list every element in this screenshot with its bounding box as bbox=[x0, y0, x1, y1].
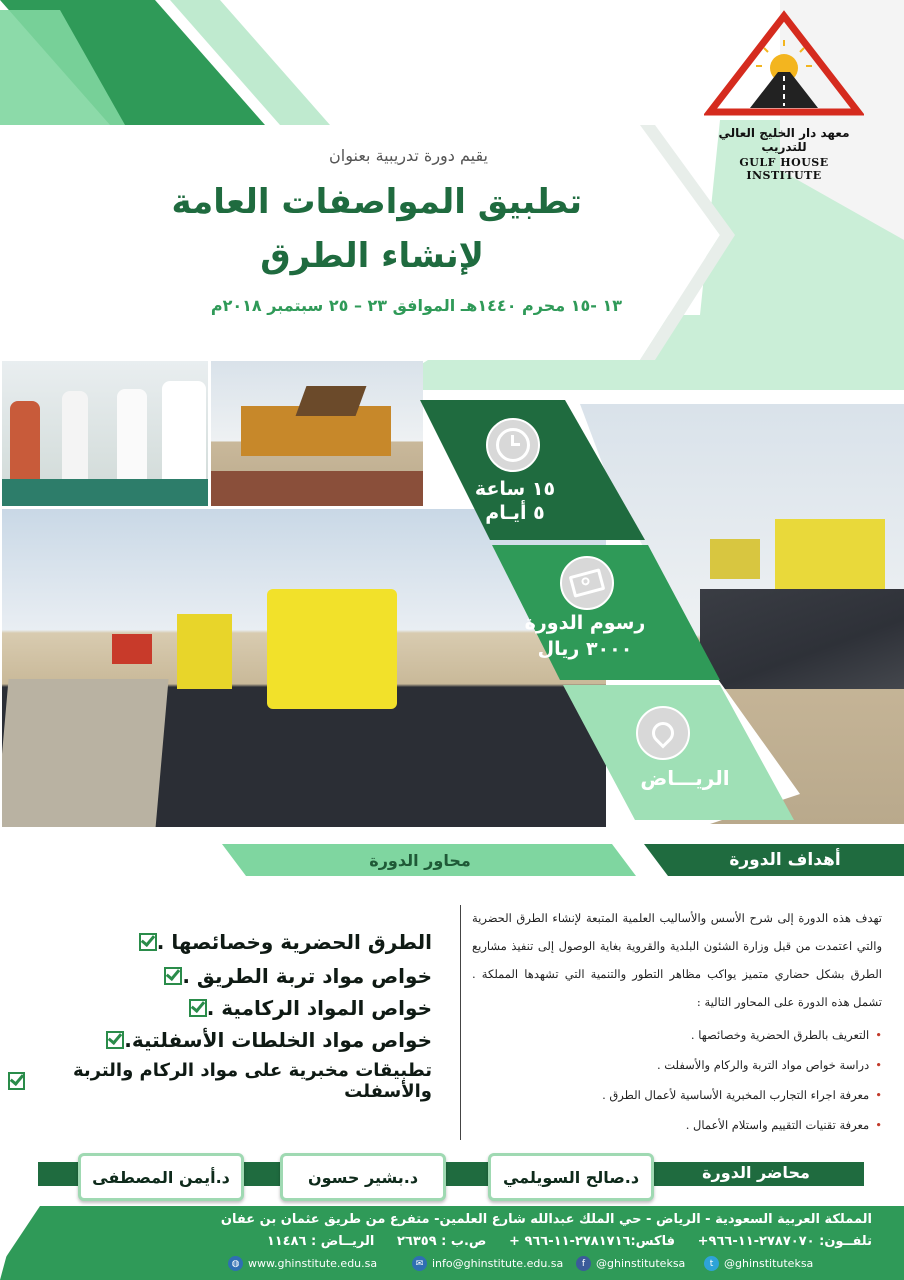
goal-bullet: •معرفة تقنيات التقييم واستلام الأعمال . bbox=[685, 1118, 882, 1132]
topic-item bbox=[156, 964, 432, 988]
checkbox-icon bbox=[189, 999, 207, 1017]
facebook-link[interactable] bbox=[576, 1256, 685, 1271]
checkbox-icon bbox=[164, 967, 182, 985]
facebook-icon: f bbox=[576, 1256, 591, 1271]
goal-bullet-text: معرفة اجراء التجارب المخبرية الأساسية لأعمال الطرق . bbox=[602, 1088, 870, 1102]
twitter-link[interactable] bbox=[704, 1256, 813, 1271]
checkbox-icon bbox=[106, 1031, 124, 1049]
duration-hours: ١٥ ساعة bbox=[474, 478, 556, 500]
topic-item bbox=[131, 930, 432, 954]
goal-bullet-text: معرفة تقنيات التقييم واستلام الأعمال . bbox=[685, 1118, 870, 1132]
course-title-line2: لإنشاء الطرق bbox=[260, 236, 484, 276]
logo-name-ar: معهد دار الخليج العالي للتدريب bbox=[718, 126, 850, 154]
goal-bullet-text: دراسة خواص مواد التربة والركام والأسفلت . bbox=[656, 1058, 870, 1072]
email-text[interactable]: info@ghinstitute.edu.sa bbox=[432, 1257, 564, 1270]
fee-value: ٣٠٠٠ ريال bbox=[537, 638, 633, 660]
goal-bullet: •التعريف بالطرق الحضرية وخصائصها . bbox=[690, 1028, 882, 1042]
topic-item bbox=[0, 1060, 432, 1102]
duration-days: ٥ أيـام bbox=[485, 502, 545, 524]
checkbox-icon bbox=[8, 1072, 25, 1090]
goals-paragraph: تهدف هذه الدورة إلى شرح الأسس والأساليب العلمية المتبعة لإنشاء الطرق الحضرية والتي اعتمدت من قبل وزارة الشئون البلدية والقروية بغاية الوصول إلى تنفيذ مشاريع الطرق بشكل حضاري متميز يواكب مظاهر التطور والتنمية التي تشهدها المملكة . تشمل هذه الدورة على المحاور التالية : bbox=[472, 911, 882, 1009]
checkbox-icon bbox=[139, 933, 157, 951]
facebook-text[interactable]: @ghinstituteksa bbox=[596, 1257, 686, 1270]
speaker-name: د.بشير حسون bbox=[280, 1153, 446, 1201]
twitter-text[interactable]: @ghinstituteksa bbox=[724, 1257, 814, 1270]
goal-bullet: •معرفة اجراء التجارب المخبرية الأساسية لأعمال الطرق . bbox=[602, 1088, 882, 1102]
goal-bullet-text: التعريف بالطرق الحضرية وخصائصها . bbox=[690, 1028, 870, 1042]
goals-heading: أهداف الدورة bbox=[729, 850, 841, 870]
topic-item bbox=[98, 1028, 432, 1052]
location-pin-icon bbox=[636, 706, 690, 760]
footer-address: المملكة العربية السعودية - الرياض - حي الملك عبدالله شارع العلمين- متفرع من طريق عثمان بن عفان bbox=[220, 1212, 872, 1227]
globe-icon: ◍ bbox=[228, 1256, 243, 1271]
email-link[interactable] bbox=[412, 1256, 563, 1271]
topic-text: الطرق الحضرية وخصائصها . bbox=[156, 930, 432, 954]
topic-text: خواص المواد الركامية . bbox=[206, 996, 432, 1020]
topics-heading: محاور الدورة bbox=[369, 850, 471, 870]
website-link[interactable] bbox=[228, 1256, 377, 1271]
lab-photo bbox=[2, 361, 208, 506]
fee-label: رسوم الدورة bbox=[524, 612, 646, 634]
email-icon: ✉ bbox=[412, 1256, 427, 1271]
money-icon bbox=[560, 556, 614, 610]
institute-logo bbox=[704, 10, 864, 182]
footer-contact: تلفــون: ٢٧٨٧٠٧٠-١١-٩٦٦+ فاكس:٢٧٨١٧١٦-١١-٩٦٦ + ص.ب : ٢٦٣٥٩ الريــاض : ١١٤٨٦ bbox=[266, 1234, 872, 1249]
topic-item bbox=[181, 996, 432, 1020]
clock-icon bbox=[486, 418, 540, 472]
topic-text: تطبيقات مخبرية على مواد الركام والتربة والأسفلت bbox=[72, 1060, 432, 1102]
topic-text: خواص مواد الخلطات الأسفلتية. bbox=[124, 1028, 432, 1052]
course-title-line1: تطبيق المواصفات العامة bbox=[171, 182, 582, 222]
location-text: الريـــاض bbox=[640, 766, 730, 790]
website-text[interactable]: www.ghinstitute.edu.sa bbox=[248, 1257, 378, 1270]
twitter-icon: t bbox=[704, 1256, 719, 1271]
topic-text: خواص مواد تربة الطريق . bbox=[182, 964, 432, 988]
speakers-heading: محاضر الدورة bbox=[702, 1163, 810, 1182]
goal-bullet: •دراسة خواص مواد التربة والركام والأسفلت . bbox=[656, 1058, 882, 1072]
course-dates: ١٣ -١٥ محرم ١٤٤٠هـ الموافق ٢٣ – ٢٥ سبتمبر ٢٠١٨م bbox=[210, 296, 622, 315]
speaker-name: د.صالح السويلمي bbox=[488, 1153, 654, 1201]
logo-triangle-icon bbox=[704, 10, 864, 120]
logo-name-en: GULF HOUSE INSTITUTE bbox=[739, 156, 829, 182]
speaker-name: د.أيمن المصطفى bbox=[78, 1153, 244, 1201]
intro-text: يقيم دورة تدريبية بعنوان bbox=[329, 146, 488, 165]
column-divider bbox=[460, 905, 461, 1140]
